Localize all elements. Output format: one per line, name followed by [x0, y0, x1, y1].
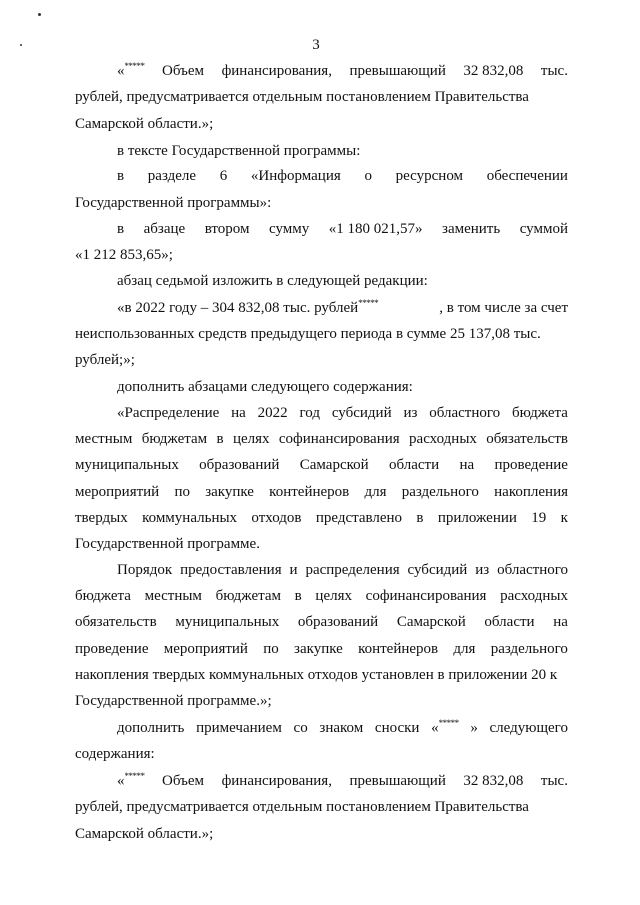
text-word: к [560, 510, 568, 526]
text-word: , в том числе за счет [439, 300, 568, 316]
text-line [75, 640, 568, 658]
text-word: рублей, предусматривается отдельным постановлением Правительства [75, 89, 529, 105]
text-word: мероприятий [75, 484, 160, 500]
text-word: «1 212 853,65»; [75, 247, 173, 263]
text-word: муниципальных [175, 614, 280, 630]
text-line [75, 88, 568, 106]
text-line [117, 299, 568, 317]
text-word: следующего [489, 720, 568, 736]
text-word: дополнить [117, 720, 185, 736]
text-line [75, 194, 271, 212]
text-word: области [388, 457, 440, 473]
text-line [117, 167, 568, 185]
text-word: примечанием [196, 720, 282, 736]
text-line [75, 430, 568, 448]
text-line [75, 456, 568, 474]
text-line [117, 220, 568, 238]
text-word: мероприятий [163, 641, 248, 657]
text-word: рублей, предусматривается отдельным постановлением Правительства [75, 799, 529, 815]
text-word: проведение [494, 457, 568, 473]
text-word: содержания: [75, 746, 155, 762]
text-line [75, 509, 568, 527]
text-word: Самарской [299, 457, 369, 473]
text-word: Самарской [396, 614, 466, 630]
text-word: «в 2022 году – 304 832,08 тыс. рублей***** [117, 298, 379, 316]
text-word: обеспечении [486, 168, 568, 184]
text-word: дополнить абзацами следующего содержания: [117, 379, 413, 395]
text-word: коммунальных [142, 510, 238, 526]
text-word: Государственной программы»: [75, 195, 272, 211]
text-line [117, 404, 568, 422]
text-word: 19 [531, 510, 547, 526]
text-line [75, 115, 213, 133]
text-word: для [364, 484, 387, 500]
text-word: расходных [409, 431, 477, 447]
text-word: из [475, 562, 490, 578]
text-line [117, 272, 428, 290]
text-word: Государственной программе. [75, 536, 260, 552]
text-word: «Информация [250, 168, 341, 184]
text-word: софинансирования [365, 588, 487, 604]
text-line [117, 719, 568, 737]
text-word: субсидий [407, 562, 468, 578]
text-line [75, 666, 568, 684]
text-word: в [216, 431, 224, 447]
footnote-marker: ***** [358, 298, 379, 308]
text-word: областного [429, 405, 501, 421]
text-word: областного [497, 562, 568, 578]
text-word: о [364, 168, 372, 184]
text-word: втором [204, 221, 250, 237]
text-word: рублей;»; [75, 352, 135, 368]
text-word: 2022 [257, 405, 288, 421]
text-word: и [289, 562, 298, 578]
text-word: бюджета [75, 588, 131, 604]
text-word: приложении [437, 510, 517, 526]
text-word: со [293, 720, 308, 736]
text-word: абзац седьмой изложить в следующей редакции: [117, 273, 428, 289]
footnote-marker: ***** [124, 61, 145, 71]
text-word: «1 180 021,57» [328, 221, 423, 237]
text-word: софинансирования [278, 431, 400, 447]
text-line [75, 825, 213, 843]
text-word: по [263, 641, 279, 657]
text-word: сноски [374, 720, 420, 736]
text-word: твердых [75, 510, 128, 526]
text-word: на [231, 405, 246, 421]
text-word: бюджетам [141, 431, 208, 447]
text-line [117, 142, 360, 160]
text-word: Самарской области.»; [75, 826, 214, 842]
text-line [75, 798, 568, 816]
text-word: обязательств [486, 431, 568, 447]
text-word: раздельного [401, 484, 479, 500]
text-word: 6 [219, 168, 228, 184]
text-word: по [174, 484, 190, 500]
text-word: превышающий [349, 63, 446, 79]
text-word: местным [144, 588, 202, 604]
page-number: 3 [312, 37, 320, 53]
text-word: заменить [442, 221, 501, 237]
text-word: закупке [205, 484, 254, 500]
text-word: в [416, 510, 424, 526]
text-word: Самарской области.»; [75, 116, 214, 132]
text-line [117, 772, 568, 790]
text-line [75, 351, 135, 369]
text-line [75, 613, 568, 631]
text-line [75, 745, 155, 763]
footnote-marker: ***** [438, 718, 459, 728]
text-word: целях [232, 431, 270, 447]
text-word: бюджета [512, 405, 568, 421]
text-word: Объем [162, 63, 205, 79]
text-word: для [453, 641, 476, 657]
text-word: в [117, 221, 125, 237]
text-word: разделе [147, 168, 197, 184]
text-word: абзаце [143, 221, 186, 237]
text-word: тыс. [540, 63, 568, 79]
text-word: контейнеров [269, 484, 350, 500]
text-word: «***** [117, 771, 145, 789]
text-word: накопления твердых коммунальных отходов установлен в приложении 20 к [75, 667, 558, 683]
text-word: контейнеров [358, 641, 439, 657]
text-line [75, 692, 272, 710]
text-word: раздельного [490, 641, 568, 657]
text-word: образований [199, 457, 280, 473]
text-word: «Распределение [117, 405, 220, 421]
text-word: в [294, 588, 302, 604]
text-word: неиспользованных средств предыдущего периода в сумме 25 137,08 тыс. [75, 326, 541, 342]
text-word: в [117, 168, 125, 184]
text-line [75, 587, 568, 605]
text-word: тыс. [540, 773, 568, 789]
text-line [75, 535, 260, 553]
text-word: муниципальных [75, 457, 179, 473]
text-word: знаком [319, 720, 364, 736]
text-word: бюджетам [215, 588, 282, 604]
text-word: «***** [117, 61, 145, 79]
text-word: обязательств [75, 614, 157, 630]
text-word: распределения [305, 562, 400, 578]
text-word: ресурсном [395, 168, 464, 184]
text-word: 32 832,08 [463, 63, 524, 79]
text-word: на [459, 457, 475, 473]
text-line [117, 62, 568, 80]
text-word: » [470, 720, 478, 736]
text-word: в тексте Государственной программы: [117, 143, 361, 159]
text-line [75, 483, 568, 501]
text-word: закупке [294, 641, 343, 657]
text-word: Порядок [117, 562, 173, 578]
text-word: превышающий [349, 773, 446, 789]
text-word: «***** [431, 718, 459, 736]
text-word: финансирования, [221, 63, 332, 79]
text-word: области [484, 614, 535, 630]
footnote-marker: ***** [124, 771, 145, 781]
text-word: отходов [251, 510, 302, 526]
text-line [117, 561, 568, 579]
text-word: субсидий [331, 405, 392, 421]
text-line [75, 325, 568, 343]
scan-speck [38, 13, 41, 16]
text-word: местным [75, 431, 133, 447]
text-word: Объем [162, 773, 205, 789]
text-word: на [553, 614, 568, 630]
text-word: проведение [75, 641, 149, 657]
text-word: 32 832,08 [463, 773, 524, 789]
text-word: накопления [494, 484, 568, 500]
text-word: расходных [500, 588, 568, 604]
text-line [117, 378, 413, 396]
text-word: целях [315, 588, 352, 604]
text-word: год [299, 405, 320, 421]
text-word: сумму [268, 221, 310, 237]
text-word: образований [297, 614, 379, 630]
text-word: финансирования, [221, 773, 332, 789]
text-word: суммой [519, 221, 568, 237]
text-word: Государственной программе.»; [75, 693, 272, 709]
text-word: предоставления [180, 562, 282, 578]
text-word: из [403, 405, 418, 421]
text-word: представлено [315, 510, 403, 526]
text-line [75, 246, 173, 264]
